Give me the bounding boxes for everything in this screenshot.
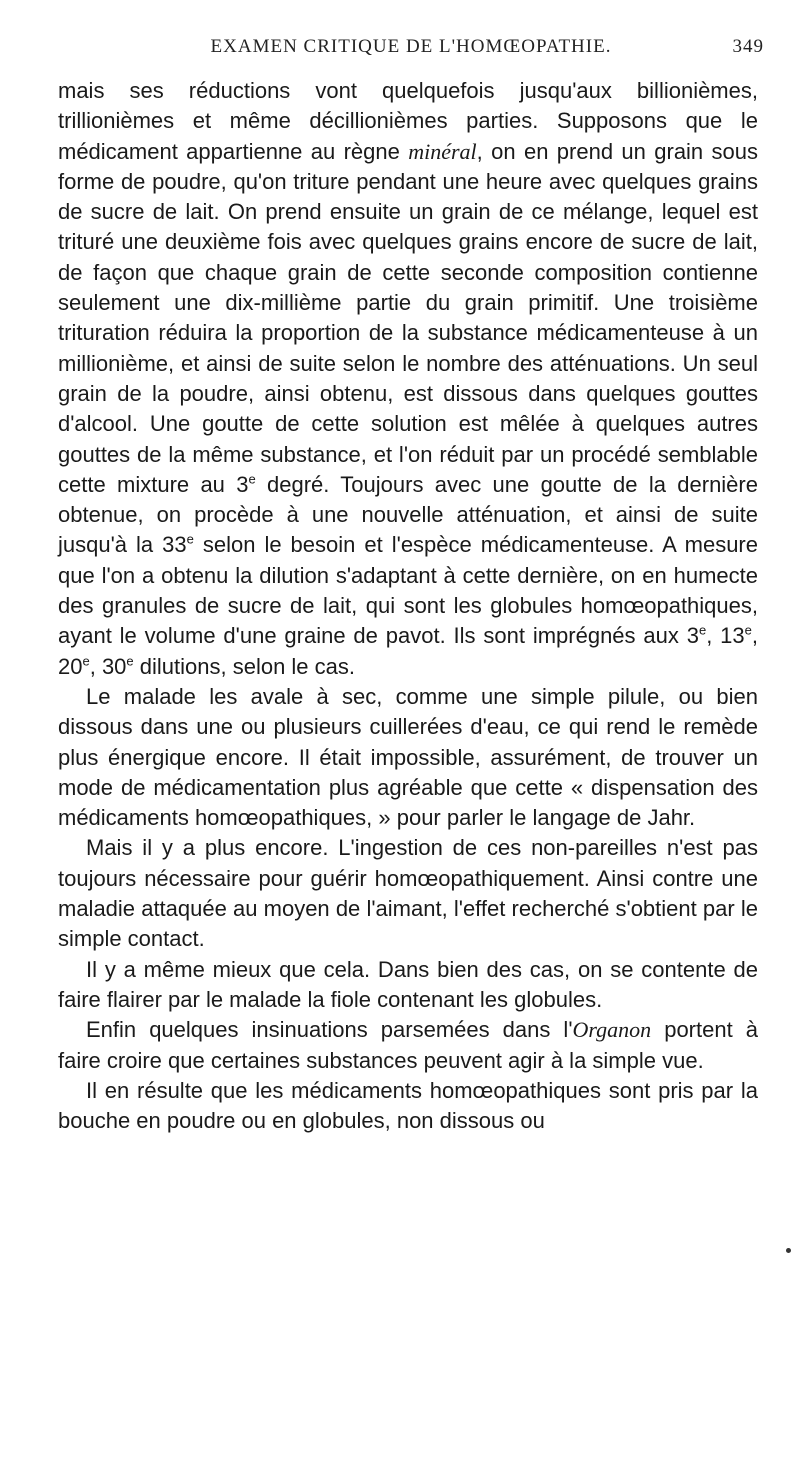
body-text: [58, 76, 758, 1136]
page-number: 349: [732, 36, 764, 57]
paragraph-6: Il en résulte que les médicaments homœopathiques sont pris par la bouche en poudre ou en globules, non dissous ou: [58, 1077, 758, 1134]
running-title: EXAMEN CRITIQUE DE L'HOMŒOPATHIE.: [210, 36, 612, 57]
emphasis-mineral: minéral: [408, 138, 477, 164]
paragraph-1: mais ses réductions vont quelquefois jusqu'aux billionièmes, trillionièmes et même décillionièmes parties. Supposons que le médicament appartienne au règne minéral, on en prend un grain sous forme de poudre, qu'on triture pendant une heure avec quelques grains de sucre de lait. On prend ensuite un grain de ce mélange, lequel est trituré une deuxième fois avec quelques grains encore de sucre de lait, de façon que chaque grain de cette seconde composition contienne seulement une dix-millième partie du grain primitif. Une troisième trituration réduira la proportion de la substance médicamenteuse à un millionième, et ainsi de suite selon le nombre des atténuations. Un seul grain de la poudre, ainsi obtenu, est dissous dans quelques gouttes d'alcool. Une goutte de cette solution est mêlée à quelques autres gouttes de la même substance, et l'on réduit par un procédé semblable cette mixture au 3e degré. Toujours avec une goutte de la dernière obtenue, on procède à une nouvelle atténuation, et ainsi de suite jusqu'à la 33e selon le besoin et l'espèce médicamenteuse. A mesure que l'on a obtenu la dilution s'adaptant à cette dernière, on en humecte des granules de sucre de lait, qui sont les globules homœopathiques, ayant le volume d'une graine de pavot. Ils sont imprégnés aux 3e, 13e, 20e, 30e dilutions, selon le cas.: [58, 78, 759, 679]
paragraph-3: Mais il y a plus encore. L'ingestion de ces non-pareilles n'est pas toujours nécessaire pour guérir homœopathiquement. Ainsi contre une maladie attaquée au moyen de l'aimant, l'effet recherché s'obtient par le simple contact.: [58, 835, 758, 952]
margin-dot: [786, 1248, 791, 1253]
paragraph-4: Il y a même mieux que cela. Dans bien des cas, on se contente de faire flairer par le malade la fiole contenant les globules.: [58, 956, 758, 1012]
paragraph-5: Enfin quelques insinuations parsemées dans l'Organon portent à faire croire que certaines substances peuvent agir à la simple vue.: [58, 1017, 758, 1073]
paragraph-2: Le malade les avale à sec, comme une simple pilule, ou bien dissous dans une ou plusieurs cuillerées d'eau, ce qui rend le remède plus énergique encore. Il était impossible, assurément, de trouver un mode de médicamentation plus agréable que cette « dispensation des médicaments homœopathiques, » pour parler le langage de Jahr.: [58, 683, 758, 831]
emphasis-organon: Organon: [572, 1017, 652, 1043]
page-header: [58, 36, 764, 66]
